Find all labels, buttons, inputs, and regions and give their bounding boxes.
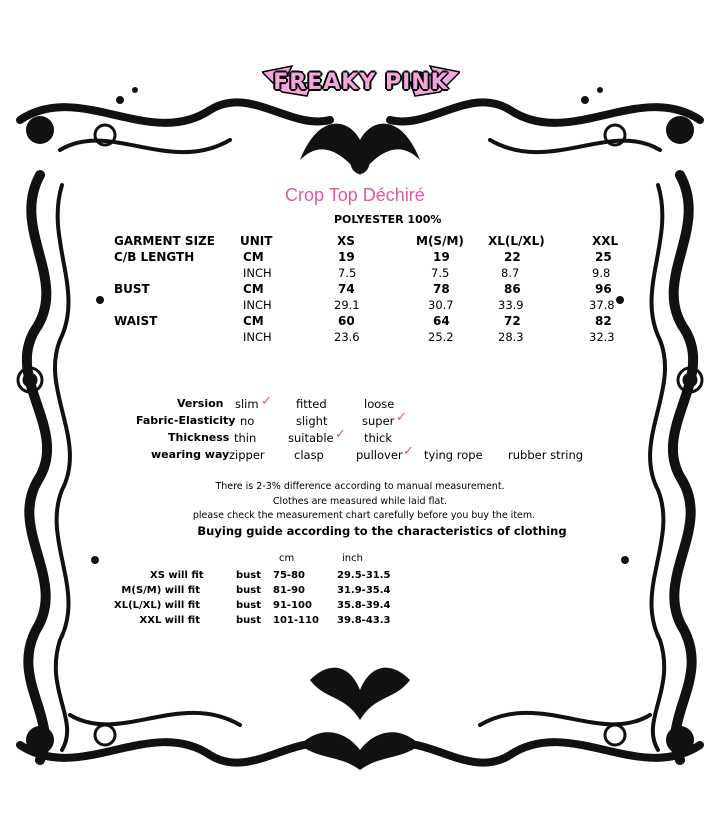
char-label-thickness: Thickness — [168, 431, 230, 444]
guide-cm: 75-80 — [273, 570, 305, 581]
guide-inch: 29.5-31.5 — [337, 570, 391, 581]
cell-value: 23.6 — [334, 330, 360, 344]
option-loose: loose — [364, 397, 395, 411]
note-laid-flat: Clothes are measured while laid flat. — [272, 496, 448, 507]
cell-value: 19 — [433, 250, 450, 264]
cell-value: 82 — [595, 314, 612, 328]
row-label-bust: BUST — [114, 282, 150, 296]
cell-value: 19 — [338, 250, 355, 264]
note-difference: There is 2-3% difference according to manual measurement. — [215, 481, 505, 492]
note-check-chart: please check the measurement chart carefully before you buy the item. — [192, 510, 536, 521]
guide-label-xs: XS will fit — [150, 570, 204, 581]
checkmark-icon: ✓ — [396, 410, 407, 425]
guide-label-xl: XL(L/XL) will fit — [113, 600, 200, 611]
unit-inch: INCH — [243, 330, 272, 344]
guide-inch: 39.8-43.3 — [337, 615, 391, 626]
guide-title: Buying guide according to the characteristics of clothing — [197, 524, 567, 538]
unit-inch: INCH — [243, 298, 272, 312]
option-suitable: suitable — [288, 431, 334, 445]
brand-logo — [262, 62, 460, 112]
cell-value: 9.8 — [592, 266, 611, 280]
row-label-cb-length: C/B LENGTH — [114, 250, 195, 264]
header-unit: UNIT — [240, 234, 273, 248]
cell-value: 60 — [338, 314, 355, 328]
checkmark-icon: ✓ — [403, 444, 414, 459]
char-label-wearing-way: wearing way — [151, 448, 230, 461]
checkmark-icon: ✓ — [261, 394, 272, 409]
option-fitted: fitted — [296, 397, 327, 411]
cell-value: 86 — [504, 282, 521, 296]
option-super: super — [362, 414, 395, 428]
material-label: POLYESTER 100% — [334, 213, 442, 226]
header-xxl: XXL — [592, 234, 619, 248]
unit-cm: CM — [243, 282, 264, 296]
cell-value: 7.5 — [431, 266, 450, 280]
cell-value: 32.3 — [589, 330, 615, 344]
cell-value: 28.3 — [498, 330, 524, 344]
unit-inch: INCH — [243, 266, 272, 280]
cell-value: 72 — [504, 314, 521, 328]
guide-cm: 91-100 — [273, 600, 312, 611]
cell-value: 37.8 — [589, 298, 615, 312]
cell-value: 33.9 — [498, 298, 524, 312]
guide-part: bust — [236, 600, 262, 611]
checkmark-icon: ✓ — [335, 427, 346, 442]
cell-value: 96 — [595, 282, 612, 296]
option-slight: slight — [296, 414, 328, 428]
unit-cm: CM — [243, 314, 264, 328]
row-label-waist: WAIST — [114, 314, 158, 328]
guide-part: bust — [236, 615, 262, 626]
guide-col-inch: inch — [342, 553, 363, 564]
cell-value: 30.7 — [428, 298, 454, 312]
cell-value: 25.2 — [428, 330, 454, 344]
header-m: M(S/M) — [416, 234, 464, 248]
option-no: no — [240, 414, 255, 428]
cell-value: 78 — [433, 282, 450, 296]
brand-logo-text: FREAKY PINK — [273, 70, 449, 95]
guide-col-cm: cm — [279, 553, 295, 564]
guide-label-m: M(S/M) will fit — [121, 585, 200, 596]
cell-value: 7.5 — [338, 266, 357, 280]
header-xs: XS — [337, 234, 355, 248]
cell-value: 8.7 — [501, 266, 520, 280]
guide-cm: 101-110 — [273, 615, 319, 626]
cell-value: 22 — [504, 250, 521, 264]
option-clasp: clasp — [294, 448, 324, 462]
guide-cm: 81-90 — [273, 585, 305, 596]
header-xl: XL(L/XL) — [488, 234, 545, 248]
guide-inch: 31.9-35.4 — [337, 585, 391, 596]
unit-cm: CM — [243, 250, 264, 264]
guide-label-xxl: XXL will fit — [139, 615, 200, 626]
option-zipper: zipper — [229, 448, 265, 462]
guide-part: bust — [236, 570, 262, 581]
page-title: Crop Top Déchiré — [285, 185, 425, 205]
option-tying-rope: tying rope — [424, 448, 483, 462]
char-label-elasticity: Fabric-Elasticity — [136, 414, 236, 427]
option-thin: thin — [234, 431, 257, 445]
cell-value: 64 — [433, 314, 450, 328]
option-thick: thick — [364, 431, 392, 445]
guide-inch: 35.8-39.4 — [337, 600, 391, 611]
char-label-version: Version — [177, 397, 224, 410]
option-rubber-string: rubber string — [508, 448, 584, 462]
cell-value: 74 — [338, 282, 355, 296]
cell-value: 25 — [595, 250, 612, 264]
header-garment-size: GARMENT SIZE — [114, 234, 215, 248]
cell-value: 29.1 — [334, 298, 360, 312]
option-pullover: pullover — [356, 448, 403, 462]
guide-part: bust — [236, 585, 262, 596]
option-slim: slim — [235, 397, 259, 411]
